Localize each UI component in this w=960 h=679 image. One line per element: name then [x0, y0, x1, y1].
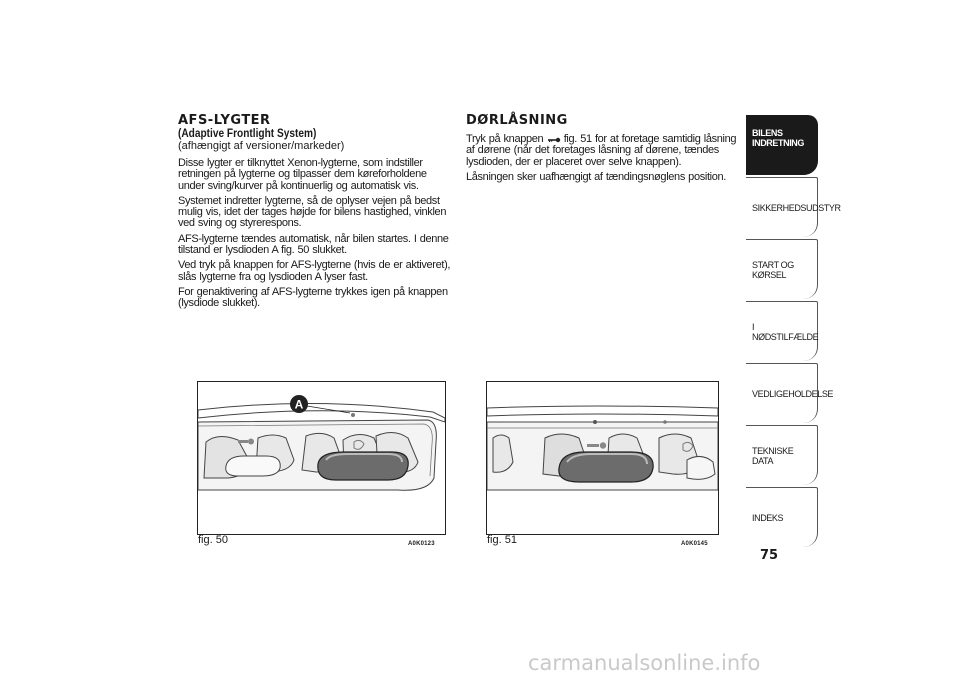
sidebar-tab-indeks[interactable]	[746, 487, 818, 547]
figure-50	[197, 381, 446, 535]
label-a: A	[294, 397, 304, 412]
door-lock-button-illustration	[487, 382, 718, 534]
sidebar-tab-start-og-korsel[interactable]	[746, 239, 818, 299]
afs-subtitle: (Adaptive Frontlight System)	[178, 128, 317, 140]
watermark: carmanualsonline.info	[528, 651, 761, 675]
figure-51-caption: fig. 51	[487, 534, 517, 546]
chapter-sidebar	[746, 115, 841, 549]
door-lock-key-icon	[547, 135, 561, 143]
afs-note: (afhængigt af versioner/markeder)	[178, 140, 345, 152]
door-lock-title: DØRLÅSNING	[466, 113, 568, 128]
sidebar-tab-tekniske-data[interactable]	[746, 425, 818, 485]
door-lock-paragraph-2: Låsningen sker uafhængigt af tændingsnøglens position.	[466, 170, 727, 183]
sidebar-tab-i-nodstilfaelde[interactable]	[746, 301, 818, 361]
afs-paragraph-3: AFS-lygterne tændes automatisk, når bilen startes. I denne tilstand er lysdioden A fig. 50 slukket.	[178, 232, 449, 257]
figure-50-caption: fig. 50	[198, 534, 228, 546]
afs-title: AFS-LYGTER	[178, 113, 271, 128]
sidebar-tab-label: START OG KØRSEL	[752, 259, 794, 280]
sidebar-tab-label: I NØDSTILFÆLDE	[752, 321, 819, 342]
afs-paragraph-4: Ved tryk på knappen for AFS-lygterne (hvis de er aktiveret), slås lygterne fra og lysdioden A lyser fast.	[178, 259, 451, 283]
figure-50-code: A0K0123	[408, 541, 435, 547]
figure-51-code: A0K0145	[681, 541, 708, 547]
sidebar-tab-label: SIKKERHEDSUDSTYR	[752, 202, 841, 213]
afs-paragraph-5: For genaktivering af AFS-lygterne trykkes igen på knappen (lysdiode slukket).	[178, 285, 448, 310]
door-lock-p1-before: Tryk på knappen	[466, 133, 544, 145]
afs-section	[178, 114, 453, 314]
page-number: 75	[760, 548, 779, 563]
door-lock-section	[466, 114, 738, 187]
sidebar-tab-label: BILENS INDRETNING	[752, 128, 804, 148]
sidebar-tab-label: VEDLIGEHOLDELSE	[752, 388, 834, 399]
door-lock-p1-after: fig. 51 for at foretage samtidig låsning af dørene (når det foretages låsning af dørene, tændes lysdioden, der er placeret over selve knappen).	[466, 133, 737, 168]
door-lock-paragraph-1	[466, 134, 738, 168]
figure-51	[486, 381, 719, 535]
afs-button-illustration	[198, 382, 445, 534]
sidebar-tab-label: INDEKS	[752, 512, 784, 523]
sidebar-tab-bilens-indretning[interactable]	[746, 115, 818, 175]
sidebar-tab-label: TEKNISKE DATA	[752, 445, 794, 466]
sidebar-tab-sikkerhedsudstyr[interactable]	[746, 177, 841, 237]
afs-paragraph-1: Disse lygter er tilknyttet Xenon-lygterne, som indstiller retningen på lygterne og tilpasser dem køreforholdene under sving/kurver på kontinuerlig og automatisk vis.	[178, 157, 427, 192]
sidebar-tab-vedligeholdelse[interactable]	[746, 363, 834, 423]
afs-paragraph-2: Systemet indretter lygterne, så de oplyser vejen på bedst mulig vis, idet der tages højde for bilens hastighed, vinklen ved sving og styrerespons.	[178, 194, 447, 230]
